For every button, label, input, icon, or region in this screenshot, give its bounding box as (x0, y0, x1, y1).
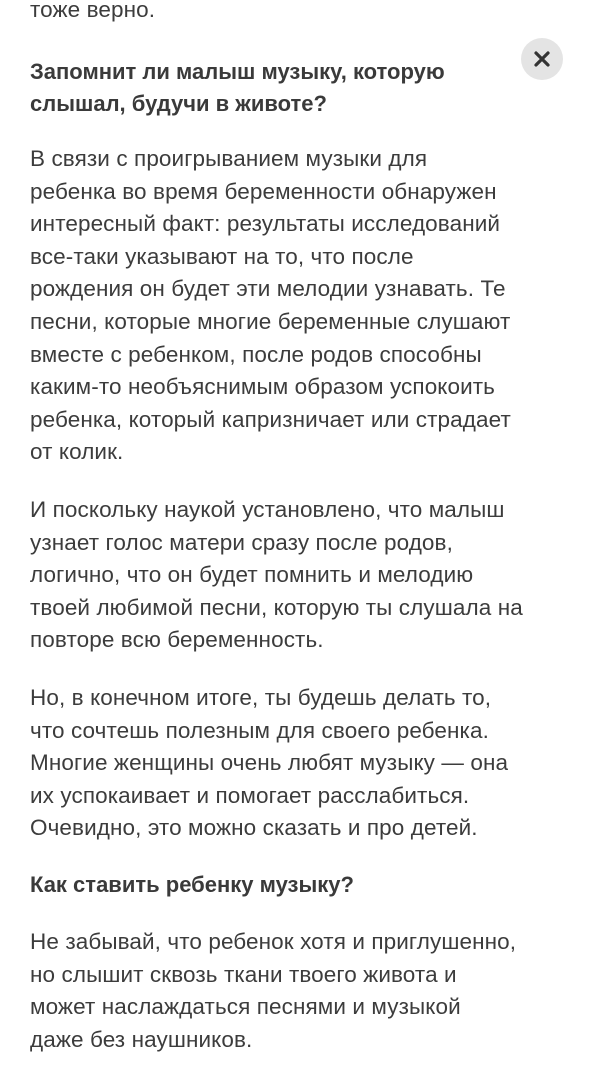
text-line: твоей любимой песни, которую ты слушала на (30, 594, 523, 620)
text-line: Не забывай, что ребенок хотя и приглушенно, (30, 929, 517, 954)
text-line: тоже верно. (30, 0, 156, 22)
text-line: их успокаивает и помогает расслабиться. (30, 782, 470, 808)
text-line: В связи с проигрыванием музыки для (30, 146, 428, 171)
text-line: от колик. (30, 439, 124, 465)
text-line: все-таки указывают на то, что после (30, 243, 414, 269)
text-line: логично, что он будет помнить и мелодию (30, 562, 474, 588)
text-line: но слышит сквозь ткани твоего живота и (30, 961, 457, 987)
close-icon (533, 50, 551, 68)
text-line: узнает голос матери сразу после родов, (30, 529, 453, 555)
paragraph (30, 494, 523, 657)
text-line: что сочтешь полезным для своего ребенка. (30, 717, 489, 743)
text-line: повторе всю беременность. (30, 627, 324, 653)
paragraph (30, 682, 508, 845)
text-line: каким-то необъяснимым образом успокоить (30, 374, 496, 400)
section-heading-how-to-play-music: Как ставить ребенку музыку? (30, 872, 354, 897)
text-line: даже без наушников. (30, 1026, 253, 1052)
paragraph-fragment (30, 0, 155, 27)
text-line: песни, которые многие беременные слушают (30, 308, 511, 334)
text-line: интересный факт: результаты исследований (30, 211, 501, 237)
text-line: Очевидно, это можно сказать и про детей. (30, 815, 478, 841)
text-line: рождения он будет эти мелодии узнавать. Те (30, 276, 506, 302)
text-line: Многие женщины очень любят музыку — она (30, 750, 509, 776)
text-line: может наслаждаться песнями и музыкой (30, 994, 461, 1020)
section-heading-remember-music (30, 56, 445, 120)
text-line: ребенка, который капризничает или страдает (30, 406, 511, 432)
text-line: И поскольку наукой установлено, что малыш (30, 497, 505, 522)
heading-line: слышал, будучи в животе? (30, 91, 327, 116)
paragraph (30, 926, 516, 1056)
text-line: ребенка во время беременности обнаружен (30, 178, 497, 204)
text-line: Но, в конечном итоге, ты будешь делать то, (30, 685, 492, 710)
close-button[interactable] (521, 38, 563, 80)
paragraph (30, 143, 511, 469)
heading-line: Запомнит ли малыш музыку, которую (30, 59, 445, 84)
text-line: вместе с ребенком, после родов способны (30, 341, 482, 367)
